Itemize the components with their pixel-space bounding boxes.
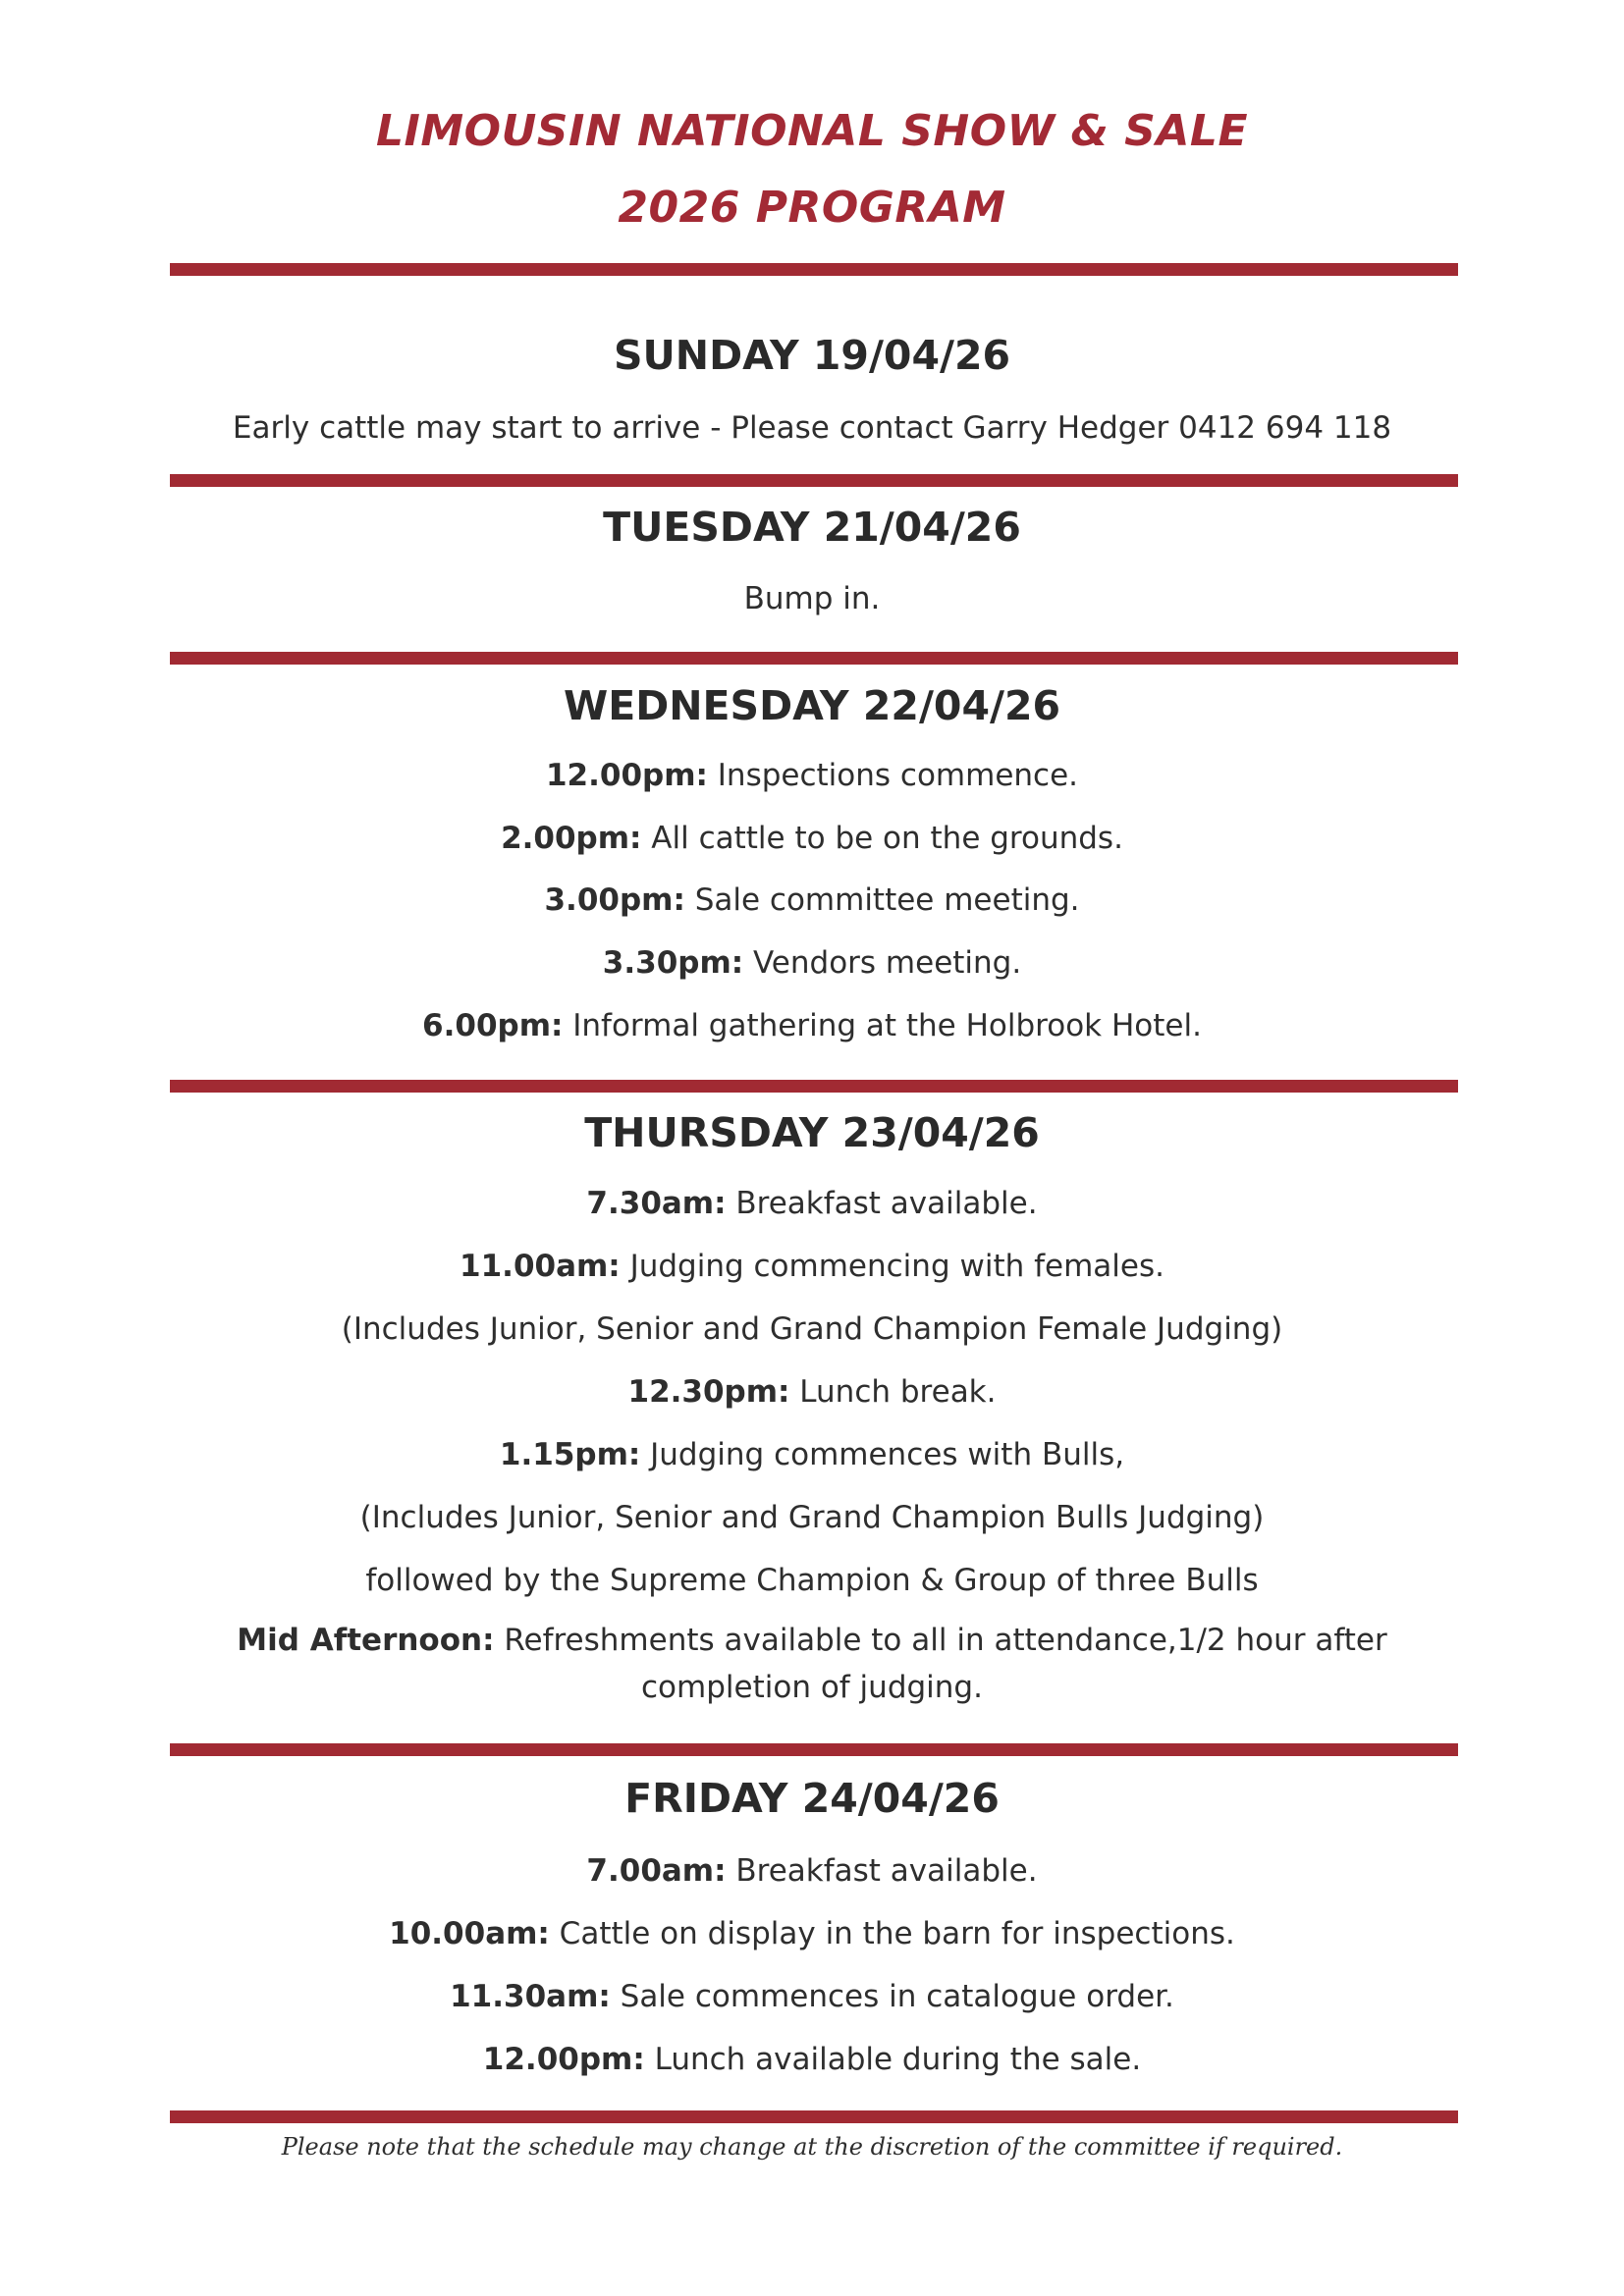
schedule-item: [0, 1008, 1624, 1043]
schedule-item: [0, 1623, 1624, 1658]
schedule-text: (Includes Junior, Senior and Grand Champion Bulls Judging): [359, 1500, 1265, 1535]
divider-rule: [170, 1080, 1458, 1093]
divider-rule: [170, 1743, 1458, 1756]
schedule-time: Mid Afternoon:: [237, 1623, 495, 1658]
schedule-time: 12.00pm:: [482, 2042, 645, 2077]
schedule-time: 2.00pm:: [501, 821, 642, 856]
schedule-text: completion of judging.: [641, 1670, 983, 1705]
wednesday-heading: WEDNESDAY 22/04/26: [563, 682, 1061, 729]
divider-rule: [170, 652, 1458, 665]
schedule-item: [0, 1670, 1624, 1705]
schedule-time: 12.00pm:: [545, 758, 708, 793]
tuesday-note: Bump in.: [743, 581, 881, 616]
divider-rule: [170, 474, 1458, 487]
schedule-item: [0, 1437, 1624, 1472]
schedule-disclaimer: Please note that the schedule may change at the discretion of the committee if required.: [281, 2133, 1343, 2161]
page-title-line-2: 2026 PROGRAM: [618, 183, 1006, 233]
schedule-item: [0, 882, 1624, 918]
schedule-text: (Includes Junior, Senior and Grand Champion Female Judging): [341, 1311, 1283, 1347]
schedule-text: Lunch break.: [789, 1374, 997, 1410]
schedule-time: 10.00am:: [389, 1916, 550, 1951]
thursday-heading: THURSDAY 23/04/26: [584, 1109, 1040, 1156]
schedule-item: [0, 1374, 1624, 1410]
schedule-time: 3.30pm:: [602, 945, 744, 981]
schedule-item: [0, 1979, 1624, 2014]
schedule-time: 7.00am:: [586, 1853, 727, 1889]
schedule-item: [0, 2042, 1624, 2077]
schedule-item: [0, 1916, 1624, 1951]
schedule-time: 12.30pm:: [627, 1374, 790, 1410]
sunday-note: Early cattle may start to arrive - Please contact Garry Hedger 0412 694 118: [232, 410, 1392, 446]
schedule-item: [0, 1186, 1624, 1221]
schedule-time: 11.30am:: [450, 1979, 611, 2014]
schedule-text: Sale committee meeting.: [684, 882, 1080, 918]
schedule-item: [0, 945, 1624, 981]
schedule-item: [0, 758, 1624, 793]
tuesday-heading: TUESDAY 21/04/26: [603, 504, 1021, 551]
schedule-item: [0, 1500, 1624, 1535]
friday-heading: FRIDAY 24/04/26: [624, 1775, 1000, 1822]
schedule-item: [0, 1853, 1624, 1889]
schedule-text: Informal gathering at the Holbrook Hotel.: [563, 1008, 1202, 1043]
schedule-text: Cattle on display in the barn for inspections.: [549, 1916, 1235, 1951]
schedule-item: [0, 1311, 1624, 1347]
page-title-line-1: LIMOUSIN NATIONAL SHOW & SALE: [375, 106, 1248, 156]
divider-rule: [170, 2110, 1458, 2123]
schedule-text: followed by the Supreme Champion & Group of three Bulls: [365, 1563, 1259, 1598]
schedule-time: 3.00pm:: [544, 882, 685, 918]
schedule-time: 1.15pm:: [499, 1437, 641, 1472]
schedule-text: Vendors meeting.: [743, 945, 1022, 981]
schedule-text: Breakfast available.: [726, 1186, 1038, 1221]
schedule-time: 11.00am:: [460, 1249, 621, 1284]
schedule-text: Breakfast available.: [726, 1853, 1038, 1889]
schedule-text: Sale commences in catalogue order.: [610, 1979, 1174, 2014]
schedule-text: Inspections commence.: [707, 758, 1079, 793]
schedule-text: Refreshments available to all in attendance,1/2 hour after: [494, 1623, 1387, 1658]
divider-rule: [170, 263, 1458, 276]
schedule-text: Lunch available during the sale.: [644, 2042, 1142, 2077]
schedule-text: Judging commences with Bulls,: [640, 1437, 1125, 1472]
sunday-heading: SUNDAY 19/04/26: [613, 332, 1011, 379]
schedule-time: 7.30am:: [586, 1186, 727, 1221]
schedule-item: [0, 1563, 1624, 1598]
schedule-item: [0, 1249, 1624, 1284]
schedule-time: 6.00pm:: [422, 1008, 564, 1043]
schedule-item: [0, 821, 1624, 856]
schedule-text: All cattle to be on the grounds.: [641, 821, 1123, 856]
schedule-text: Judging commencing with females.: [620, 1249, 1164, 1284]
